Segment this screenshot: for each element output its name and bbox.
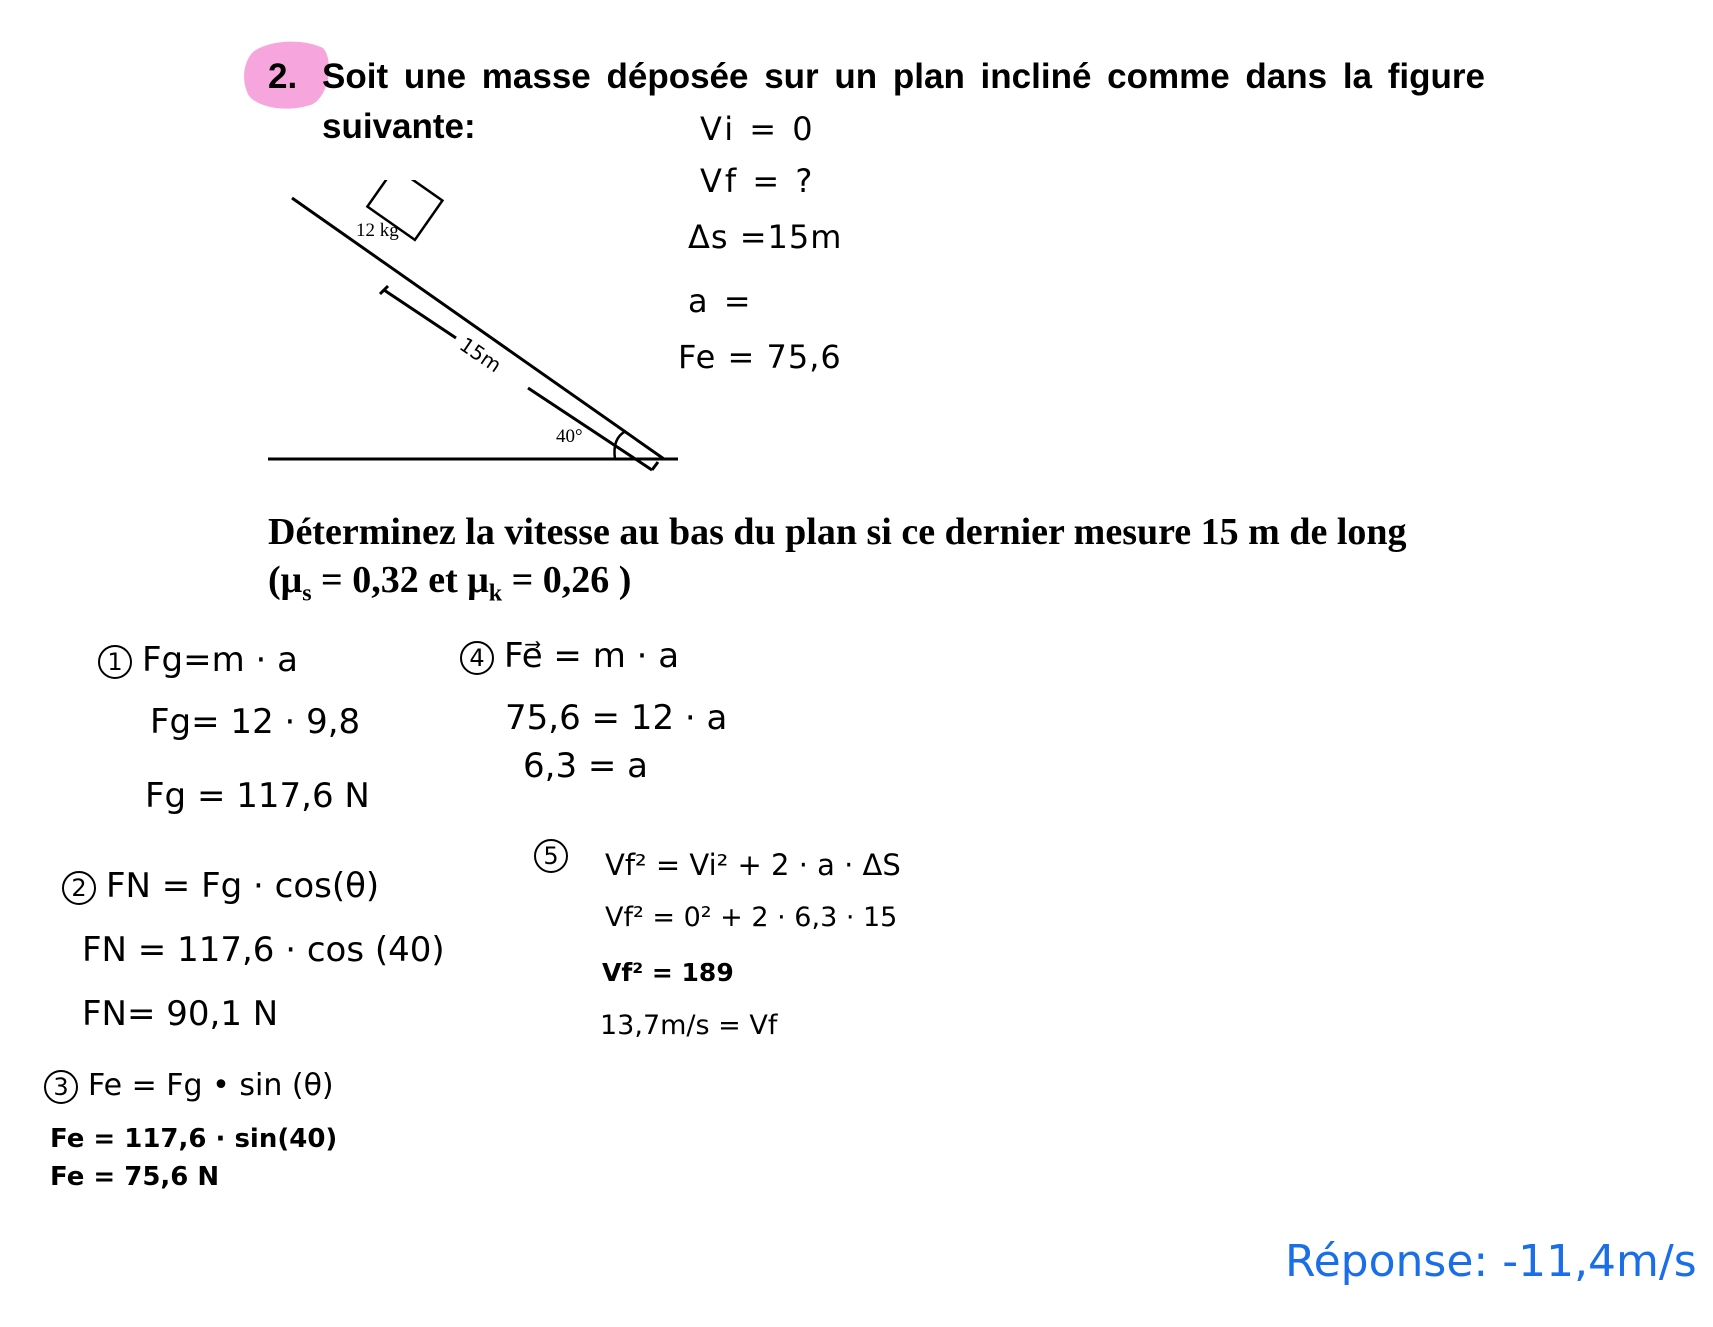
step-1-line-3: Fg = 117,6 N xyxy=(145,776,370,816)
step-2-number: 2 xyxy=(62,871,96,905)
step-3-line-1: 3 Fe = Fg • sin (θ) xyxy=(44,1068,334,1104)
step-2-line-3: FN= 90,1 N xyxy=(82,994,279,1034)
step-5-number-wrap xyxy=(534,838,578,873)
step-3-line-3: Fe = 75,6 N xyxy=(50,1162,220,1192)
step-3-line-2: Fe = 117,6 · sin(40) xyxy=(50,1124,338,1154)
step-2-line-1: 2 FN = Fg · cos(θ) xyxy=(62,866,379,906)
step-4-line-2: 75,6 = 12 · a xyxy=(505,698,728,738)
mass-label: 12 kg xyxy=(356,220,399,241)
question-number: 2. xyxy=(268,57,298,96)
given-vf: Vf = ? xyxy=(700,162,816,200)
angle-arc xyxy=(614,431,626,459)
step-4-line-3: 6,3 = a xyxy=(523,746,649,786)
step-1-line-1: 1 Fg=m · a xyxy=(98,640,298,680)
step-4-number: 4 xyxy=(460,641,494,675)
step-2-line-2: FN = 117,6 · cos (40) xyxy=(82,930,445,970)
step-5-line-4: 13,7m/s = Vf xyxy=(600,1010,778,1041)
mu-k-subscript: k xyxy=(488,580,503,607)
length-label: 15m xyxy=(455,332,506,378)
angle-label: 40° xyxy=(556,426,583,447)
task-line-2: ($\mu_s = 0,32$ et $\mu_k = 0,26$ ) xyxy=(268,559,632,607)
incline-line xyxy=(292,198,664,459)
given-fe: Fe = 75,6 xyxy=(678,338,842,376)
step-4-line-1: 4 Fe⃗ = m · a xyxy=(460,636,679,676)
step-5-number: 5 xyxy=(534,839,568,873)
answer-text: Réponse: -11,4m/s xyxy=(1285,1236,1697,1287)
step-5-line-3: Vf² = 189 xyxy=(602,958,734,987)
step-1-line-2: Fg= 12 · 9,8 xyxy=(150,702,361,742)
step-1-number: 1 xyxy=(98,645,132,679)
given-a: a = xyxy=(688,282,754,320)
task-line-1: Déterminez la vitesse au bas du plan si ce dernier mesure 15 m de long xyxy=(268,511,1407,553)
given-ds: Δs =15m xyxy=(688,218,843,256)
given-vi: Vi = 0 xyxy=(700,110,816,148)
step-5-line-2: Vf² = 0² + 2 · 6,3 · 15 xyxy=(605,902,898,933)
step-3-number: 3 xyxy=(44,1070,78,1104)
mu-s-subscript: s xyxy=(302,580,312,607)
inclined-plane-figure xyxy=(260,180,700,480)
step-5-line-1: Vf² = Vi² + 2 · a · ΔS xyxy=(605,848,901,882)
question-text: Soit une masse déposée sur un plan incliné comme dans la figure suivante: xyxy=(322,57,1485,146)
